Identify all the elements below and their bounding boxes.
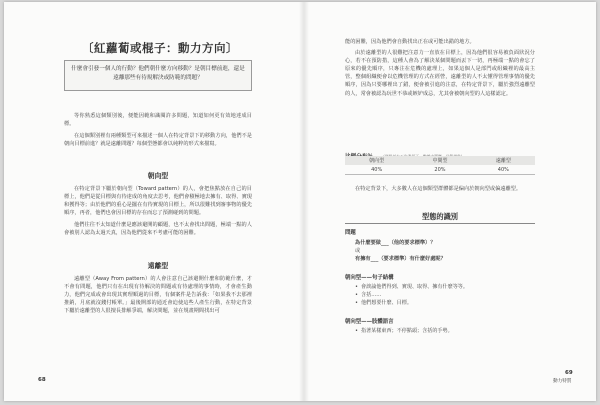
intro-paragraph-1: 等你熟悉這個類別後，便能因範和識閱許多問題，知道如何更有效地達成目標。 xyxy=(64,113,252,128)
ratio-table xyxy=(345,156,535,175)
toward-paragraph-2: 他們往往不太知道什麼是應該避開的顧題，也不太會找出問題，極端一點的人會被別人認為太過天真，因為他們從來不考慮可能的困難。 xyxy=(64,222,252,237)
intro-section xyxy=(64,112,252,148)
continued-text xyxy=(345,38,535,98)
question-label: 問題 xyxy=(345,230,356,236)
question-box: 什麼會引發一個人的行動？他們朝什麼方向移動？是朝目標前進，還是遠離那些有待規解決或防範的問題？ xyxy=(64,60,252,91)
ratio-header-toward: 朝向型 xyxy=(345,156,408,165)
ratio-value-toward: 40% xyxy=(345,165,408,175)
toward-bullet-2: • 含括…… xyxy=(345,291,535,299)
question-or: 或 xyxy=(355,248,361,254)
heading-toward: 朝向型 xyxy=(147,172,169,180)
section-heading-identification: 型態的識別 xyxy=(422,212,458,221)
book-gutter xyxy=(299,2,309,401)
continued-paragraph-1: 能的困難，因為他們會自動找出正在或可能出錯的地方。 xyxy=(345,39,475,45)
ratio-value-middle: 20% xyxy=(408,165,471,175)
page-number-right: 69 xyxy=(565,370,573,376)
toward-paragraph-1: 在特定背景下屬於朝向型（Toward pattern）的人，會把焦點放在自己的目標上，他們是從目標與有待達成的角度去思考，他們會積極地去擁有、取得、實現和獲得等；由於他們的重心是擺在有待實現的目標上，所以很難找到審事物的優先順序，再者，他們也會因目標的存在而忘了預測碰到的問題。 xyxy=(64,186,252,217)
away-section xyxy=(64,275,252,315)
toward-bullet-3: • 他們想要什麼、目標。 xyxy=(345,299,535,307)
questions-section xyxy=(345,228,535,335)
running-head: 動力特質 xyxy=(553,379,572,384)
intro-paragraph-2: 在這個類別裡有兩種類型可來描述一個人在特定背景下的移動方向，他們不是朝向目標前進？就是遠離問題？每個型態都會以純粹的形式來描寫。 xyxy=(64,133,252,148)
page-number-left: 68 xyxy=(38,377,46,383)
ratio-header-middle: 中間型 xyxy=(408,156,471,165)
question-2: 有擁有___（要求標準）有什麼好處呢？ xyxy=(355,256,446,262)
toward-section xyxy=(64,185,252,238)
heading-away: 遠離型 xyxy=(147,262,169,270)
ratio-header-row xyxy=(345,156,535,165)
toward-structure-label: 朝向型——句子結構 xyxy=(345,275,394,281)
away-paragraph-1: 遠離型（Away From pattern）的人會注意自己該避開什麼和防範什麼，才不會有問題，他們只有在出現有待解決的問題或有待處理的事情時，才會產生動力，他們完成或會出現其實理順過的目標，有個案件是告訴我：「如果我不去那裡推銷，月底就沒錢付帳單。」最後開部的通近會迫使這些人產生行動，在特定背景下屬於遠離型的人很擅長排解爭端，解決問題，並在規畫期間找出可 xyxy=(64,276,252,315)
toward-bullet-1: • 會談論他們得到、實現、取得、擁有什麼等等。 xyxy=(345,283,535,291)
book-spread xyxy=(4,2,596,401)
after-table-paragraph: 在特定背景下，大多數人在這個類型群體都是偏向於朝向型或偏遠離型。 xyxy=(355,186,522,192)
chapter-title: 〔紅蘿蔔或棍子：動力方向〕 xyxy=(82,41,238,55)
left-page xyxy=(4,2,299,401)
ratio-header-away: 遠離型 xyxy=(472,156,535,165)
ratio-value-away: 40% xyxy=(472,165,535,175)
section-divider xyxy=(345,223,535,224)
toward-body-bullet-1: • 指著某樣東西；不停點頭；含括的手勢。 xyxy=(345,327,535,335)
ratio-value-row xyxy=(345,165,535,175)
after-table-text xyxy=(345,185,535,193)
continued-paragraph-2: 由於遠離型的人很難把注意力一直放在目標上，因為他們很容易被負面狀況分心，若不在預防措，這種人會為了解決某個問題而丟下一切，再極端一點的會忘了原來的優先順序，只專注在危機的處理上，如果這個人是部門或組織裡的最高主管，整個組織便會以危機管理的方式在經營，遠離型的人不太懂得管理事情的優先順序，因為只要哪裡出了錯，便會被引進的注意，在特定背景下，屬於強烈遠離型的人，常會被認為玩世不恭或嫉妒成忌，尤其會被朝向型的人這樣認定。 xyxy=(345,50,535,97)
right-page xyxy=(309,2,596,401)
question-1: 為什麼要做___（他的要求標準）？ xyxy=(355,240,436,246)
toward-body-label: 朝向型——肢體語言 xyxy=(345,319,394,325)
